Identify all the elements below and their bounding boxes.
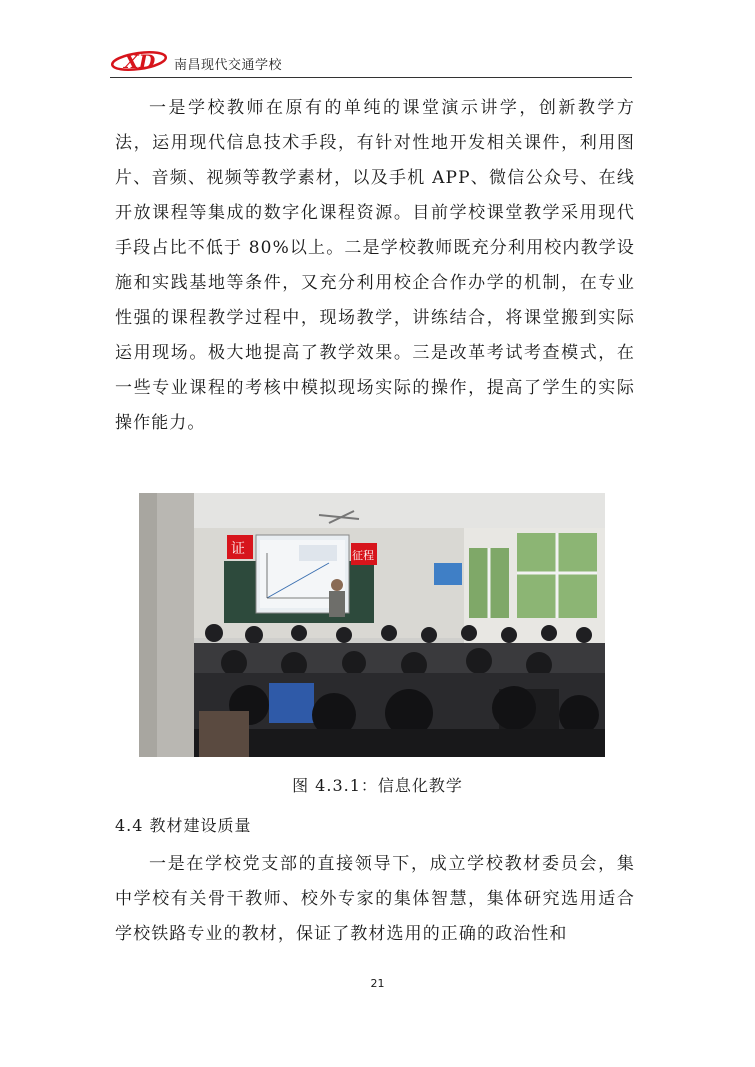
header-divider <box>110 77 632 78</box>
school-name: 南昌现代交通学校 <box>174 58 283 73</box>
body-paragraph-2: 一是在学校党支部的直接领导下，成立学校教材委员会，集中学校有关骨干教师、校外专家的集体智慧，集体研究选用适合学校铁路专业的教材，保证了教材选用的正确的政治性和 <box>115 854 635 944</box>
page-number: 21 <box>370 977 385 990</box>
body-paragraph-1: 一是学校教师在原有的单纯的课堂演示讲学，创新教学方法，运用现代信息技术手段，有针对性地开发相关课件，利用图片、音频、视频等教学素材，以及手机 APP、微信公众号、在线开放课程等集成的数字化课程资源。目前学校课堂教学采用现代手段占比不低于 80%以上。二是学校教师既充分利用校内教学设施和实践基地等条件，又充分利用校企合作办学的机制，在专业性强的课程教学过程中，现场教学，讲练结合，将课堂搬到实际运用现场。极大地提高了教学效果。三是改革考试考查模式，在一些专业课程的考核中模拟现场实际的操作，提高了学生的实际操作能力。 <box>115 98 635 433</box>
banner-right: 征程 <box>352 549 374 562</box>
figure-caption: 图 4.3.1：信息化教学 <box>292 776 463 795</box>
section-heading: 4.4 教材建设质量 <box>115 816 252 835</box>
banner-left: 证 <box>231 541 245 557</box>
page-header <box>110 44 632 80</box>
classroom-photo <box>139 493 605 757</box>
logo-mark: XD <box>124 51 156 73</box>
school-logo <box>110 48 168 74</box>
